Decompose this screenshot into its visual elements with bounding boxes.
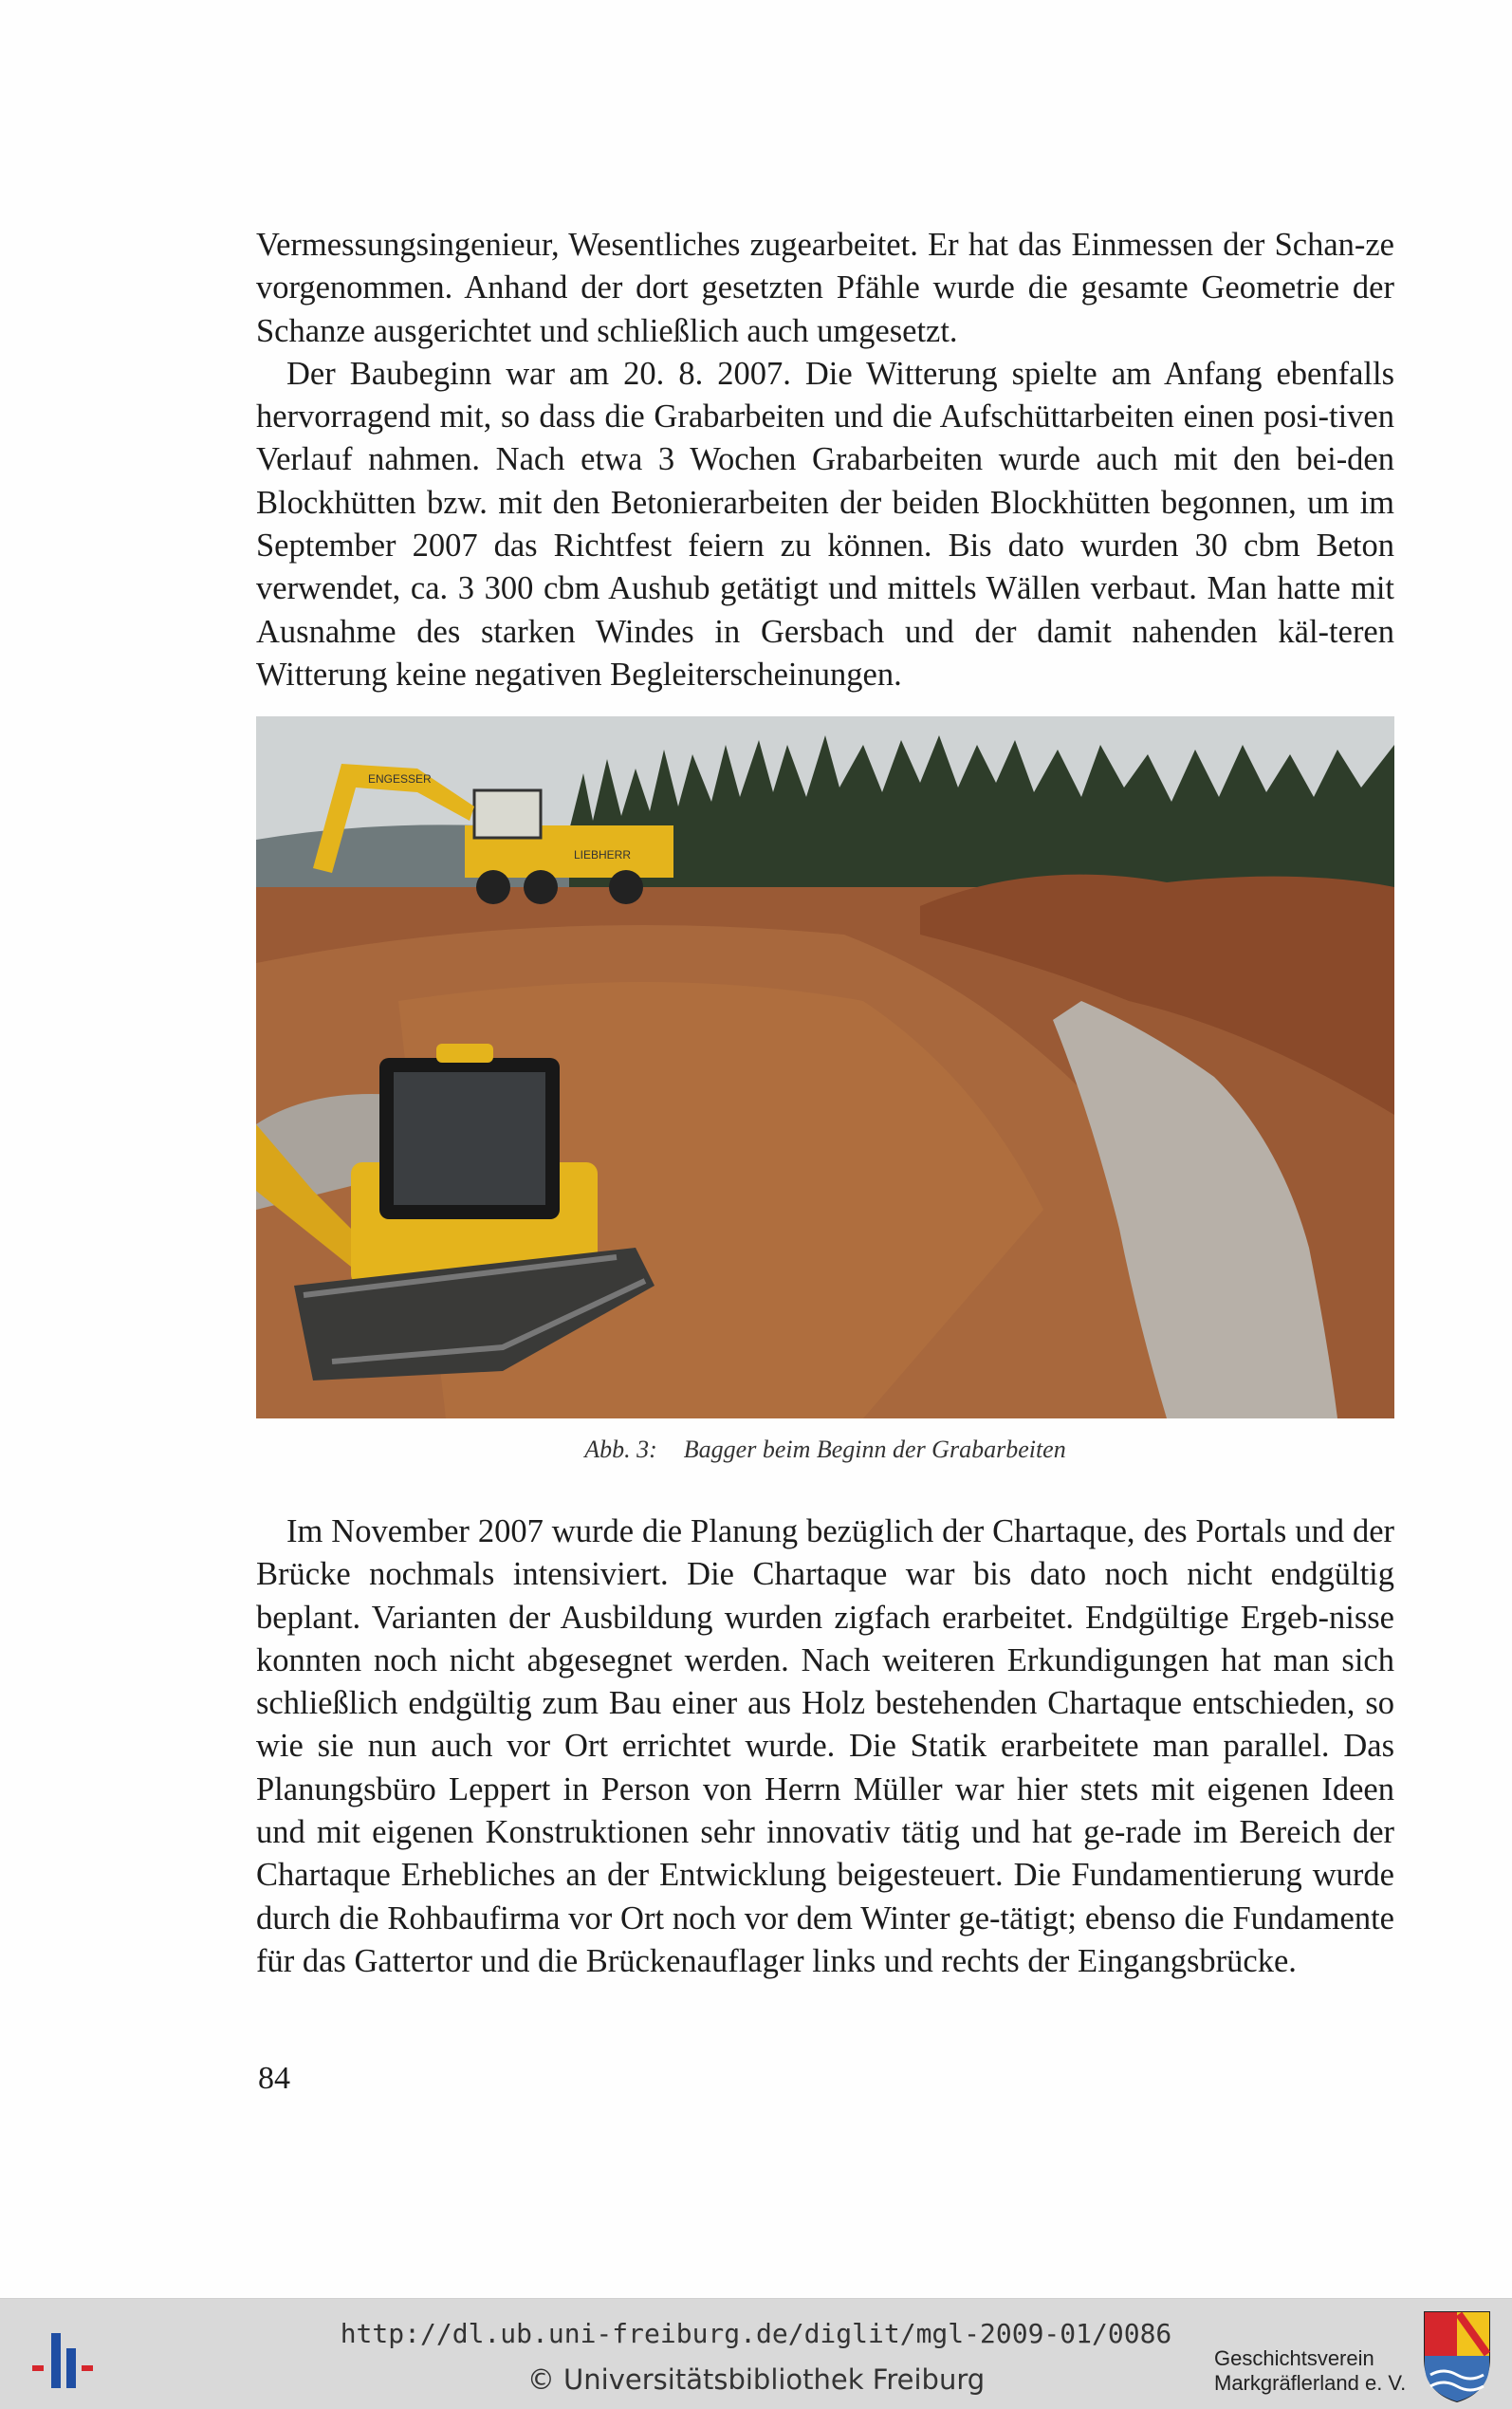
machine-label: LIEBHERR — [574, 848, 632, 862]
figure-label: Abb. 3: — [584, 1436, 657, 1463]
wheel — [609, 870, 643, 904]
paragraph: Im November 2007 wurde die Planung bezüglich der Chartaque, des Portals und der Brücke nochmals intensiviert. Die Chartaque war bis dato noch nicht endgültig beplant. Varianten der Ausbildung wurden zigfach erarbeitet. Endgültige Ergeb-nisse konnten noch nicht abgesegnet werden. Nach weiteren Erkundigungen hat man sich schließlich endgültig zum Bau einer aus Holz bestehenden Chartaque entschieden, so wie sie nun auch vor Ort errichtet wurde. Die Statik erarbeitete man parallel. Das Planungsbüro Leppert in Person von Herrn Müller war hier stets mit eigenen Ideen und mit eigenen Konstruktionen sehr innovativ tätig und hat ge-rade im Bereich der Chartaque Erhebliches an der Entwicklung beigesteuert. Die Fundamentierung wurde durch die Rohbaufirma vor Ort noch vor dem Winter ge-tätigt; ebenso die Fundamente für das Gattertor und die Brückenauflager links und rechts der Eingangsbrücke. — [256, 1513, 1394, 1979]
figure-caption-text: Bagger beim Beginn der Grabarbeiten — [683, 1436, 1066, 1463]
permalink-url[interactable]: http://dl.ub.uni-freiburg.de/diglit/mgl-2009-01/0086 — [340, 2318, 1172, 2349]
society-line: Markgräflerland e. V. — [1214, 2371, 1407, 2395]
excavator-cab — [474, 790, 541, 838]
mini-cab-window — [394, 1072, 545, 1205]
library-footer — [0, 2298, 1512, 2409]
mini-cab-light — [436, 1044, 493, 1063]
wheel — [524, 870, 558, 904]
page-number: 84 — [258, 2061, 290, 2096]
figure-caption — [256, 1436, 1394, 1464]
body-text-bottom — [256, 1510, 1394, 1983]
paragraph: Vermessungsingenieur, Wesentliches zugearbeitet. Er hat das Einmessen der Schan-ze vorgenommen. Anhand der dort gesetzten Pfähle wurde die gesamte Geometrie der Schanze ausgerichtet und schließlich auch umgesetzt. — [256, 227, 1394, 349]
society-line: Geschichtsverein — [1214, 2346, 1374, 2370]
copyright-notice: © Universitätsbibliothek Freiburg — [526, 2363, 986, 2396]
body-text-top — [256, 224, 1394, 696]
excavation-photo-drawing — [256, 716, 1394, 1418]
paragraph: Der Baubeginn war am 20. 8. 2007. Die Witterung spielte am Anfang ebenfalls hervorragend mit, so dass die Grabarbeiten und die Aufschüttarbeiten einen posi-tiven Verlauf nahmen. Nach etwa 3 Wochen Grabarbeiten wurde auch mit den bei-den Blockhütten bzw. mit den Betonierarbeiten der beiden Blockhütten begonnen, um im September 2007 das Richtfest feiern zu können. Bis dato wurden 30 cbm Beton verwendet, ca. 3 300 cbm Aushub getätigt und mittels Wällen verbaut. Man hatte mit Ausnahme des starken Windes in Gersbach und der damit nahenden käl-teren Witterung keine negativen Begleiterscheinungen. — [256, 355, 1394, 693]
society-name — [1214, 2346, 1406, 2396]
markgraeflerland-crest-icon — [1421, 2308, 1493, 2403]
machine-label: ENGESSER — [368, 772, 432, 786]
excavation-photo — [256, 716, 1394, 1418]
wheel — [476, 870, 510, 904]
